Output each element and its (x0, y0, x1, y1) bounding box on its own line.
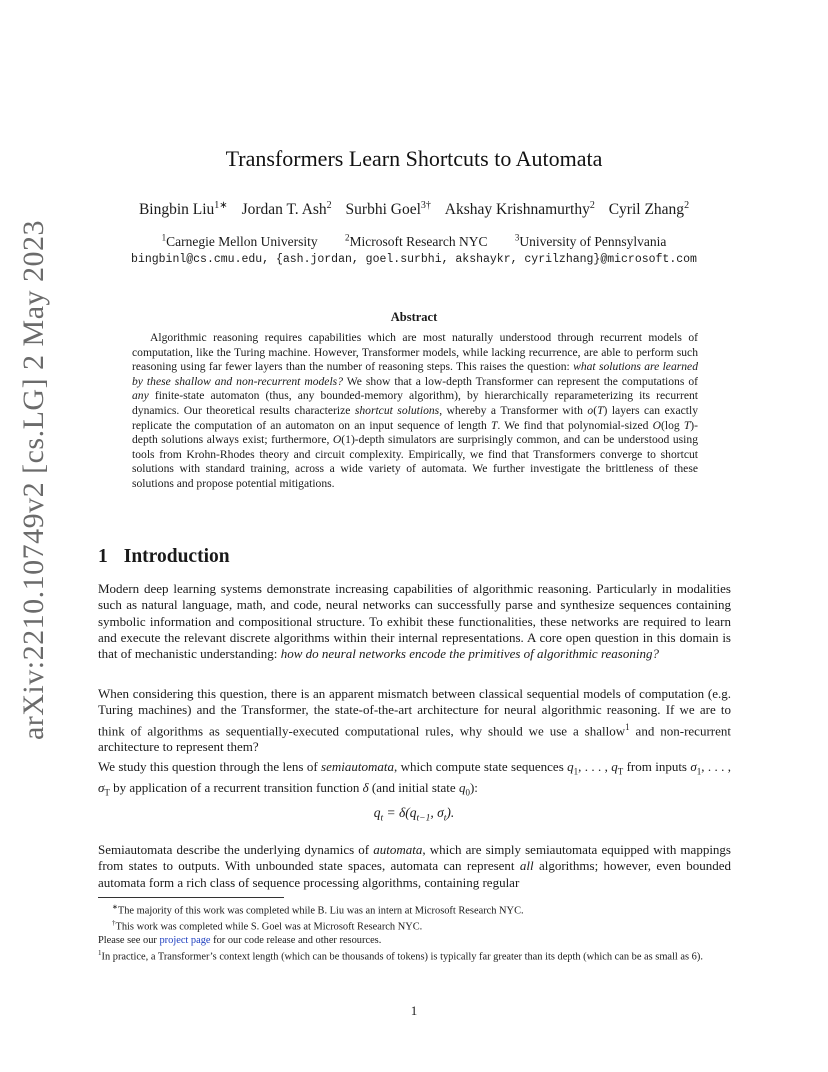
abstract-heading: Abstract (390, 310, 438, 324)
body-paragraph: Semiautomata describe the underlying dynamics of automata, which are simply semiautomata equipped with mappings from states to outputs. With unbounded state spaces, automata can represent all algorithms; however, even bounded automata form a rich class of sequence processing algorithms, containing regular (98, 842, 732, 890)
transition-equation (0, 805, 828, 824)
author: Akshay Krishnamurthy$^2$ (444, 200, 595, 219)
affiliation: $^2$Microsoft Research NYC (345, 232, 488, 249)
affiliation: $^3$University of Pennsylvania (514, 232, 667, 249)
body-paragraph: Modern deep learning systems demonstrate increasing capabilities of algorithmic reasoning. Particularly in modalities such as natural language, math, and code, neural networks can successfully parse and synthesize sequences containing symbolic information and compositional structure. To exhibit these functionalities, these networks are required to learn and execute the relevant discrete algorithms within their internal representations. A core open question in this domain is that of mechanistic understanding: how do neural networks encode the primitives of algorithmic reasoning? (98, 581, 731, 662)
section-number: 1 (98, 546, 108, 567)
author-emails: bingbinl@cs.cmu.edu, {ash.jordan, goel.surbhi, akshaykr, cyrilzhang}@microsoft.com (131, 253, 697, 266)
arxiv-id: arXiv:2210.10749v2 [cs.LG] 2 May 2023 (17, 219, 50, 741)
body-paragraph: When considering this question, there is an apparent mismatch between classical sequential models of computation (e.g. Turing machines) and the Transformer, the state-of-the-art architecture for neural algorithmic reasoning. If we are to think of algorithms as sequentially-executed computational rules, why should we use a shallow$^1$ and non-recurrent architecture to represent them? (98, 686, 731, 755)
section-heading (98, 546, 230, 568)
footnote-dagger: †This work was completed while S. Goel was at Microsoft Research NYC. (112, 919, 423, 933)
equation-text: $q_t = \delta(q_{t-1}$, $\sigma_t$). (373, 805, 455, 824)
project-page-link[interactable]: project page (159, 934, 211, 946)
body-paragraph: We study this question through the lens of semiautomata, which compute state sequences $q_1$, . . . , $q_T$ from inputs $\sigma_1$, . . . , $\sigma_T$ by application of a recurrent transition function δ (and initial state $q_0$): (98, 759, 731, 798)
abstract-text: Algorithmic reasoning requires capabilities which are most naturally understood through recurrent models of computation, like the Turing machine. However, Transformer models, while lacking recurrence, are able to perform such reasoning using far fewer layers than the number of reasoning steps. This raises the question: what solutions are learned by these shallow and non-recurrent models? We show that a low-depth Transformer can represent the computations of any finite-state automaton (thus, any bounded-memory algorithm), by hierarchically reparameterizing its recurrent dynamics. Our theoretical results characterize shortcut solutions, whereby a Transformer with o(T) layers can exactly replicate the computation of an automaton on an input sequence of length T. We find that polynomial-sized O(log T)-depth solutions always exist; furthermore, O(1)-depth simulators are surprisingly common, and can be understood using tools from Krohn-Rhodes theory and circuit complexity. Empirically, we find that Transformers converge to shortcut solutions with standard training, across a wide variety of automata. We further investigate the brittleness of these solutions and propose potential mitigations. (132, 331, 699, 490)
affiliation-list (0, 232, 828, 250)
footnote-project: Please see our project page for our code release and other resources. (98, 934, 382, 946)
footnote-1: $^1$In practice, a Transformer’s context length (which can be thousands of tokens) is typically far greater than its depth (which can be as small as 6). (98, 948, 703, 963)
page-number: 1 (410, 1003, 418, 1018)
author: Jordan T. Ash$^2$ (241, 200, 332, 219)
footnotes (98, 901, 734, 963)
section-title: Introduction (123, 546, 230, 567)
author: Cyril Zhang$^2$ (608, 200, 690, 219)
author: Bingbin Liu$^{1∗}$ (138, 200, 228, 219)
author: Surbhi Goel$^{3\dagger}$ (345, 200, 431, 219)
footnote-rule (98, 897, 284, 898)
arxiv-stamp (6, 219, 62, 741)
author-list (0, 200, 828, 219)
footnote-star: ∗The majority of this work was completed while B. Liu was an intern at Microsoft Research NYC. (112, 903, 524, 917)
affiliation: $^1$Carnegie Mellon University (161, 232, 318, 249)
paper-title: Transformers Learn Shortcuts to Automata (225, 146, 603, 171)
